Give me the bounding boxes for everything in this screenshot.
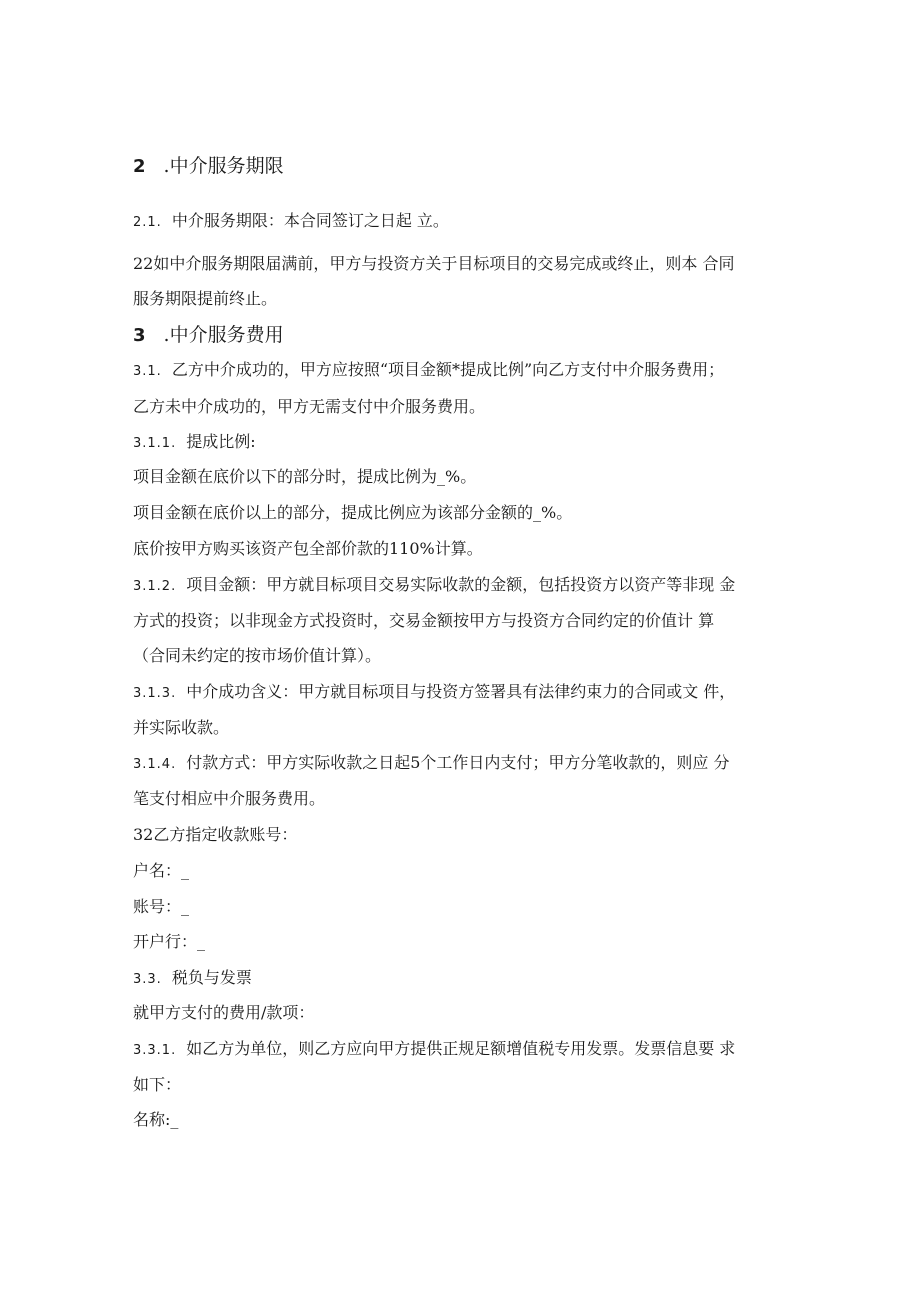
- section-2-number: 2: [133, 156, 146, 177]
- clause-3-1-line-1: [133, 360, 724, 382]
- section-3-heading: [133, 323, 284, 348]
- clause-3-2: 32乙方指定收款账号：: [133, 825, 298, 844]
- ratio-line-1: 项目金额在底价以下的部分时，提成比例为_%。: [133, 467, 477, 486]
- clause-3-1-4-line-2: 笔支付相应中介服务费用。: [133, 789, 326, 808]
- clause-3-3-1-line-2: 如下：: [133, 1075, 182, 1094]
- clause-3-1-1: [133, 432, 256, 454]
- invoice-name-field: 名称:_: [133, 1110, 179, 1129]
- clause-3-3-1-text: 如乙方为单位，则乙方应向甲方提供正规足额增值税专用发票。发票信息要 求: [186, 1039, 736, 1058]
- clause-2-1-number: 2.1.: [133, 215, 162, 230]
- clause-3-1-number: 3.1.: [133, 364, 162, 379]
- clause-3-1-4-line-1: [133, 753, 730, 775]
- clause-3-3-1-number: 3.3.1.: [133, 1043, 177, 1058]
- clause-2-2-line-1: 22如中介服务期限届满前，甲方与投资方关于目标项目的交易完成或终止，则本 合同: [133, 254, 735, 273]
- clause-3-1-4-text: 付款方式：甲方实际收款之日起5个工作日内支付；甲方分笔收款的，则应 分: [186, 753, 730, 772]
- account-bank-field: 开户行：_: [133, 932, 206, 951]
- ratio-line-3: 底价按甲方购买该资产包全部价款的110%计算。: [133, 539, 483, 558]
- ratio-line-2: 项目金额在底价以上的部分，提成比例应为该部分金额的_%。: [133, 503, 573, 522]
- clause-2-1-text: 中介服务期限：本合同签订之日起 立。: [171, 211, 449, 230]
- clause-2-1: [133, 211, 449, 233]
- clause-3-1-text: 乙方中介成功的，甲方应按照“项目金额*提成比例”向乙方支付中介服务费用；: [171, 360, 725, 379]
- account-name-field: 户名：_: [133, 861, 190, 880]
- clause-3-3-number: 3.3.: [133, 972, 162, 987]
- clause-3-3-1-line-1: [133, 1039, 735, 1061]
- clause-3-1-3-line-1: [133, 682, 735, 704]
- clause-3-1-1-text: 提成比例:: [186, 432, 256, 451]
- clause-3-3: [133, 968, 252, 990]
- account-number-field: 账号：_: [133, 897, 190, 916]
- clause-3-1-3-number: 3.1.3.: [133, 686, 177, 701]
- clause-3-3-text: 税负与发票: [171, 968, 252, 987]
- section-3-title: .中介服务费用: [163, 324, 284, 346]
- section-2-title: .中介服务期限: [163, 155, 284, 177]
- clause-3-3-subtext: 就甲方支付的费用/款项：: [133, 1003, 315, 1022]
- clause-3-1-2-line-3: （合同未约定的按市场价值计算）。: [133, 646, 382, 665]
- clause-3-1-1-number: 3.1.1.: [133, 436, 177, 451]
- clause-3-1-2-line-2: 方式的投资；以非现金方式投资时，交易金额按甲方与投资方合同约定的价值计 算: [133, 611, 715, 630]
- clause-2-2-line-2: 服务期限提前终止。: [133, 289, 278, 308]
- clause-3-1-3-text: 中介成功含义：甲方就目标项目与投资方签署具有法律约束力的合同或文 件，: [186, 682, 736, 701]
- clause-3-1-3-line-2: 并实际收款。: [133, 718, 230, 737]
- section-3-number: 3: [133, 325, 146, 346]
- clause-3-1-2-text: 项目金额：甲方就目标项目交易实际收款的金额，包括投资方以资产等非现 金: [186, 575, 736, 594]
- clause-3-1-line-2: 乙方未中介成功的，甲方无需支付中介服务费用。: [133, 397, 486, 416]
- clause-3-1-2-line-1: [133, 575, 735, 597]
- clause-3-1-4-number: 3.1.4.: [133, 757, 177, 772]
- section-2-heading: [133, 154, 284, 179]
- clause-3-1-2-number: 3.1.2.: [133, 579, 177, 594]
